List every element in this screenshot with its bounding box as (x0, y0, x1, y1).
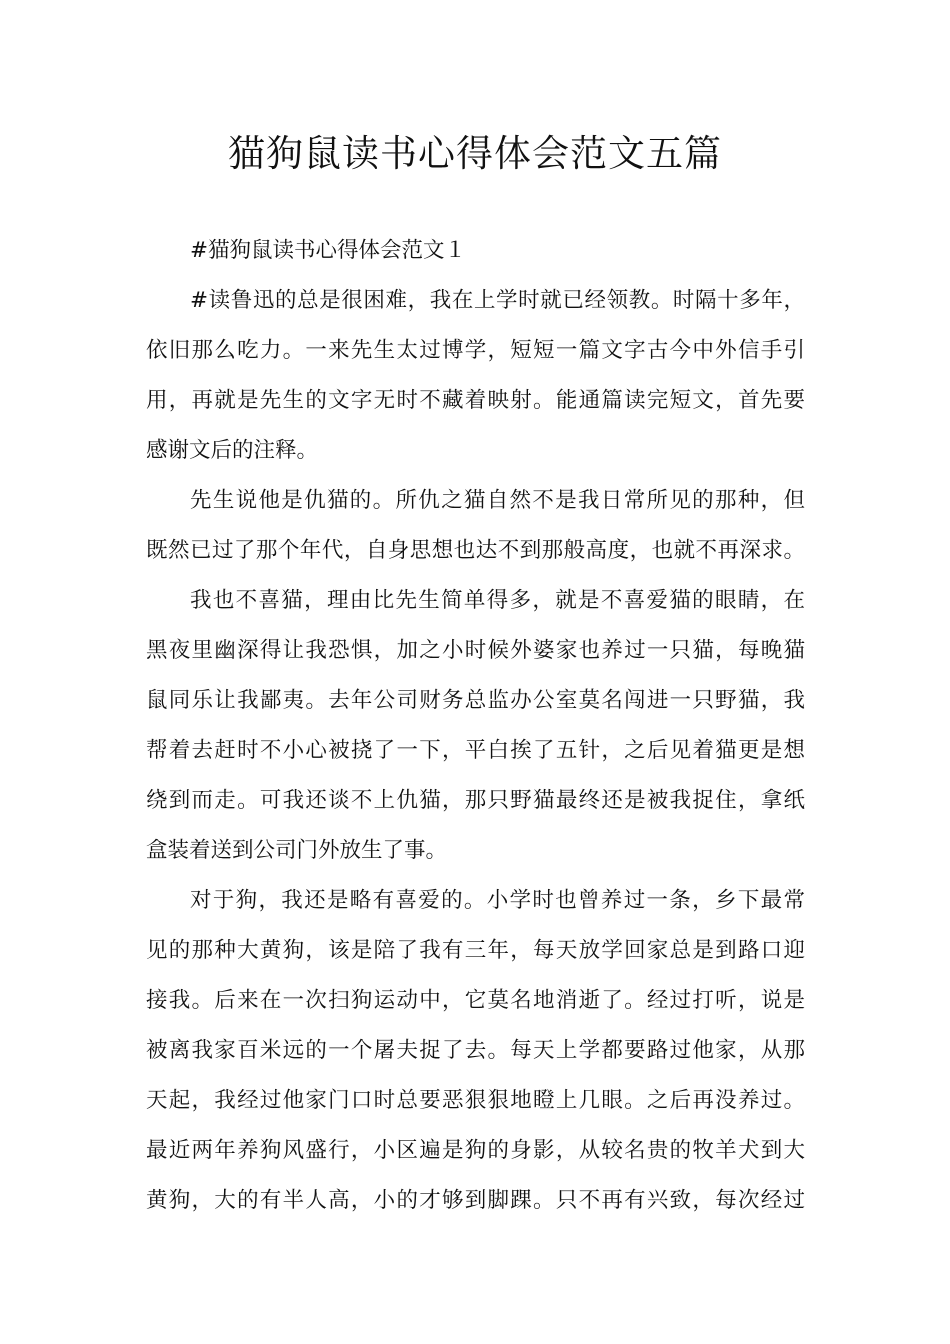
paragraph-line: 鼠同乐让我鄙夷。去年公司财务总监办公室莫名闯进一只野猫，我 (146, 688, 805, 713)
paragraph-line: 依旧那么吃力。一来先生太过博学，短短一篇文字古今中外信手引 (146, 338, 805, 363)
document-title: 猫狗鼠读书心得体会范文五篇 (228, 132, 722, 175)
section-heading: #猫狗鼠读书心得体会范文１ (190, 238, 467, 263)
paragraph-line: 感谢文后的注释。 (146, 438, 319, 463)
paragraph-line: 用，再就是先生的文字无时不藏着映射。能通篇读完短文，首先要 (146, 388, 805, 413)
paragraph-line: 我也不喜猫，理由比先生简单得多，就是不喜爱猫的眼睛，在 (190, 588, 805, 613)
paragraph-line: 黑夜里幽深得让我恐惧，加之小时候外婆家也养过一只猫，每晚猫 (146, 638, 805, 663)
paragraph-line: 既然已过了那个年代，自身思想也达不到那般高度，也就不再深求。 (146, 538, 805, 563)
paragraph-line: #读鲁迅的总是很困难，我在上学时就已经领教。时隔十多年， (190, 288, 805, 313)
paragraph-line: 盒装着送到公司门外放生了事。 (146, 838, 448, 863)
paragraph-line: 被离我家百米远的一个屠夫捉了去。每天上学都要路过他家，从那 (146, 1038, 805, 1063)
paragraph-line: 先生说他是仇猫的。所仇之猫自然不是我日常所见的那种，但 (190, 488, 805, 513)
paragraph-line: 对于狗，我还是略有喜爱的。小学时也曾养过一条，乡下最常 (190, 888, 805, 913)
paragraph-line: 帮着去赶时不小心被挠了一下，平白挨了五针，之后见着猫更是想 (146, 738, 805, 763)
paragraph-line: 接我。后来在一次扫狗运动中，它莫名地消逝了。经过打听，说是 (146, 988, 805, 1013)
paragraph-line: 见的那种大黄狗，该是陪了我有三年，每天放学回家总是到路口迎 (146, 938, 805, 963)
paragraph-line: 最近两年养狗风盛行，小区遍是狗的身影，从较名贵的牧羊犬到大 (146, 1138, 805, 1163)
paragraph-line: 黄狗，大的有半人高，小的才够到脚踝。只不再有兴致，每次经过 (146, 1188, 805, 1213)
paragraph-line: 天起，我经过他家门口时总要恶狠狠地瞪上几眼。之后再没养过。 (146, 1088, 805, 1113)
paragraph-line: 绕到而走。可我还谈不上仇猫，那只野猫最终还是被我捉住，拿纸 (146, 788, 805, 813)
